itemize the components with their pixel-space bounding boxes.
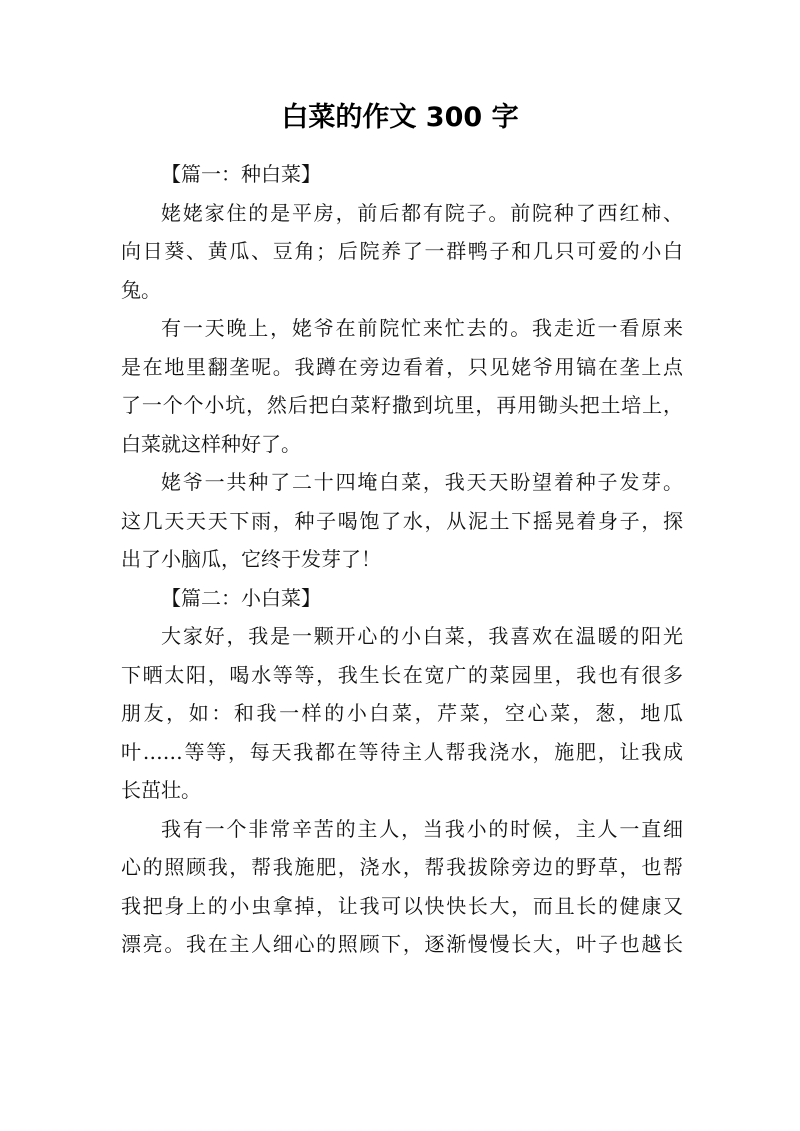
paragraph-line: 长茁壮。 — [121, 778, 201, 802]
paragraph-line: 向日葵、黄瓜、豆角；后院养了一群鸭子和几只可爱的小白 — [121, 239, 683, 263]
paragraph-line: 漂亮。我在主人细心的照顾下，逐渐慢慢长大，叶子也越长 — [121, 932, 683, 956]
document-title: 白菜的作文 300 字 — [281, 102, 519, 133]
paragraph-line: 是在地里翻垄呢。我蹲在旁边看着，只见姥爷用镐在垄上点 — [121, 354, 683, 379]
paragraph-line: 我把身上的小虫拿掉，让我可以快快长大，而且长的健康又 — [121, 893, 683, 918]
paragraph-line: 兔。 — [121, 277, 161, 302]
paragraph-line: 叶……等等，每天我都在等待主人帮我浇水，施肥，让我成 — [121, 739, 683, 764]
paragraph-line: 这几天天天下雨，种子喝饱了水，从泥土下摇晃着身子，探 — [121, 508, 683, 533]
paragraph-line: 有一天晚上，姥爷在前院忙来忙去的。我走近一看原来 — [161, 316, 683, 340]
section-heading: 【篇二：小白菜】 — [161, 585, 321, 610]
paragraph-line: 姥爷一共种了二十四埯白菜，我天天盼望着种子发芽。 — [161, 470, 683, 494]
paragraph-line: 大家好，我是一颗开心的小白菜，我喜欢在温暖的阳光 — [161, 624, 683, 648]
document-body — [121, 155, 683, 964]
paragraph-line: 朋友，如：和我一样的小白菜，芹菜，空心菜，葱，地瓜 — [121, 701, 683, 725]
paragraph-line: 下晒太阳，喝水等等，我生长在宽广的菜园里，我也有很多 — [121, 662, 683, 687]
paragraph-line: 出了小脑瓜，它终于发芽了！ — [121, 547, 381, 571]
paragraph-line: 白菜就这样种好了。 — [121, 431, 301, 456]
paragraph-line: 姥姥家住的是平房，前后都有院子。前院种了西红柿、 — [161, 200, 683, 225]
paragraph-line: 了一个个小坑，然后把白菜籽撒到坑里，再用锄头把土培上， — [121, 393, 683, 417]
paragraph-line: 心的照顾我，帮我施肥，浇水，帮我拔除旁边的野草，也帮 — [121, 855, 683, 879]
section-heading: 【篇一：种白菜】 — [161, 162, 321, 186]
paragraph-line: 我有一个非常辛苦的主人，当我小的时候，主人一直细 — [161, 816, 683, 841]
